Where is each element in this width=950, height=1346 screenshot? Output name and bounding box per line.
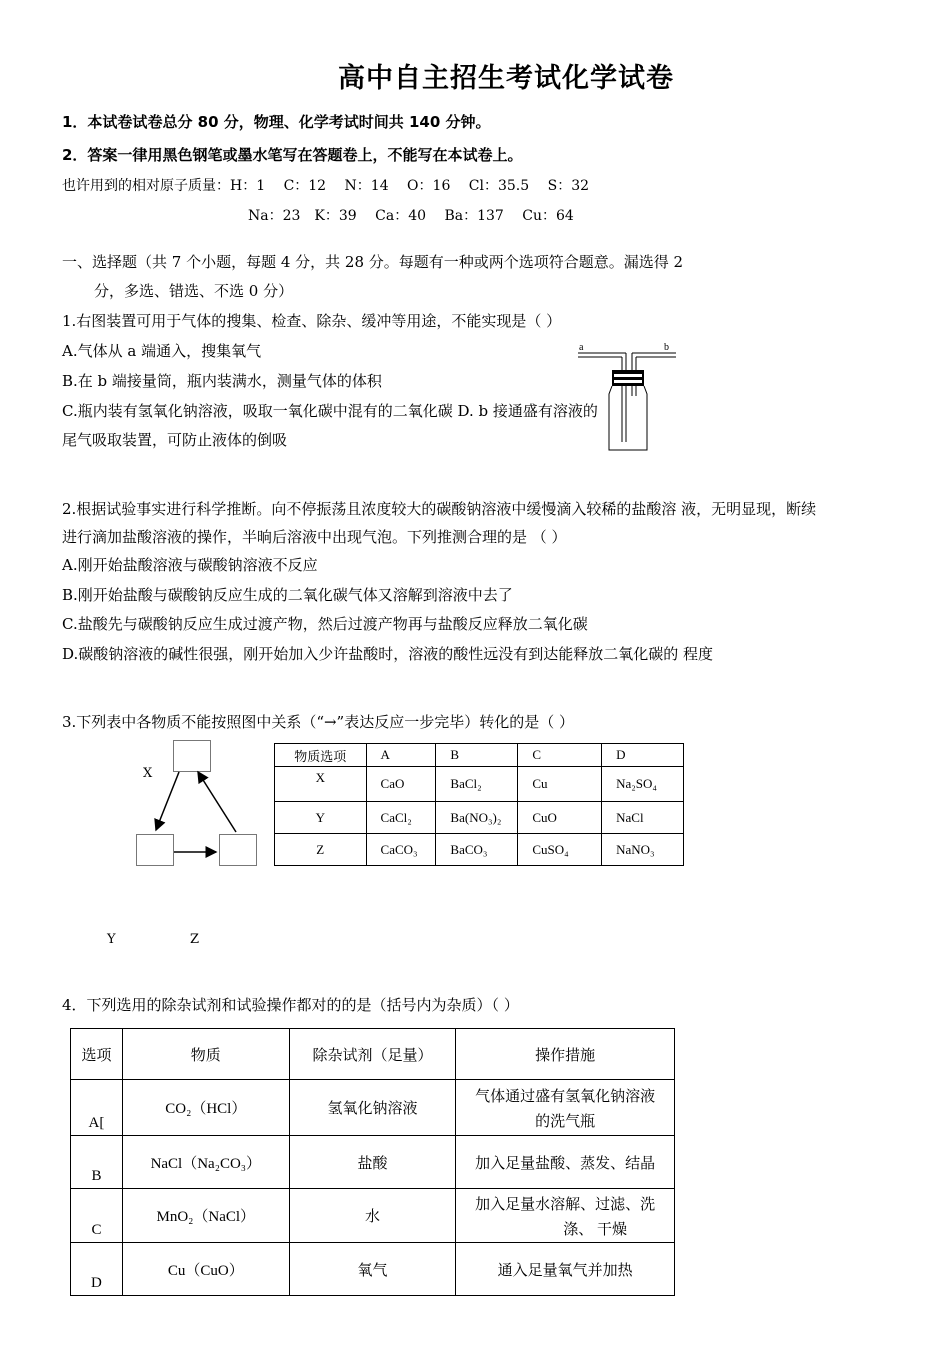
table-cell: Na₂SO₄	[602, 767, 684, 802]
table-row	[71, 1080, 675, 1136]
table-cell: CuO	[518, 802, 602, 834]
operation-line-2: 涤、 干燥	[563, 1221, 628, 1238]
table-row	[275, 834, 684, 866]
header-cell: 物质选项	[275, 744, 367, 767]
substance-cell: NaCl（Na₂CO₃）	[122, 1136, 289, 1189]
header-cell: 除杂试剂（足量）	[289, 1029, 456, 1080]
operation-cell	[456, 1080, 675, 1136]
table-cell: CaO	[366, 767, 436, 802]
reagent-cell: 氧气	[289, 1243, 456, 1296]
q1-stem: 1.右图装置可用于气体的搜集、检查、除杂、缓冲等用途，不能实现是（ ）	[62, 312, 562, 330]
operation-cell: 通入足量氧气并加热	[456, 1243, 675, 1296]
q4-table	[70, 1028, 675, 1296]
diagram-label-z: Z	[190, 932, 200, 947]
header-cell: B	[436, 744, 518, 767]
q1-option-c-cont: 尾气吸取装置，可防止液体的倒吸	[62, 431, 288, 449]
section-heading-line-2: 分，多选、错选、不选 0 分）	[94, 282, 294, 300]
q2-option-c: C.盐酸先与碳酸钠反应生成过渡产物，然后过渡产物再与盐酸反应释放二氧化碳	[62, 615, 588, 633]
diagram-label-y: Y	[107, 932, 116, 947]
table-row	[71, 1189, 675, 1243]
operation-line-1: 气体通过盛有氢氧化钠溶液	[475, 1088, 656, 1105]
q1-option-a: A.气体从 a 端通入，搜集氧气	[62, 342, 262, 360]
label-b: b	[664, 342, 669, 353]
q1-option-b: B.在 b 端接量筒，瓶内装满水，测量气体的体积	[62, 372, 382, 390]
table-cell: NaNO₃	[602, 834, 684, 866]
reagent-cell: 盐酸	[289, 1136, 456, 1189]
substance-cell: Cu（CuO）	[122, 1243, 289, 1296]
operation-line-2: 的洗气瓶	[535, 1113, 596, 1130]
q3-table	[274, 743, 684, 866]
transformation-arrows	[130, 735, 270, 875]
diagram-label-x: X	[143, 766, 153, 781]
substance-cell: MnO₂（NaCl）	[122, 1189, 289, 1243]
substance-cell: CO₂（HCl）	[122, 1080, 289, 1136]
header-cell: 选项	[71, 1029, 123, 1080]
header-cell: 物质	[122, 1029, 289, 1080]
table-cell: CuSO₄	[518, 834, 602, 866]
note-2: 2．答案一律用黑色钢笔或墨水笔写在答题卷上，不能写在本试卷上。	[62, 146, 523, 164]
gas-bottle-diagram	[576, 338, 686, 454]
table-cell: BaCl₂	[436, 767, 518, 802]
q2-stem-2: 进行滴加盐酸溶液的操作，半晌后溶液中出现气泡。下列推测合理的是 （ ）	[62, 528, 567, 546]
table-cell: CaCl₂	[366, 802, 436, 834]
section-heading-line-1: 一、选择题（共 7 个小题，每题 4 分，共 28 分。每题有一种或两个选项符合题意。漏选得 2	[62, 253, 684, 271]
table-row	[71, 1243, 675, 1296]
header-cell: C	[518, 744, 602, 767]
table-cell: Ba(NO₃)₂	[436, 802, 518, 834]
table-row	[71, 1136, 675, 1189]
option-cell: A[	[71, 1080, 123, 1136]
operation-line-1: 加入足量水溶解、过滤、洗	[475, 1196, 656, 1213]
row-label: Z	[275, 834, 367, 866]
q2-option-a: A.刚开始盐酸溶液与碳酸钠溶液不反应	[62, 556, 318, 574]
table-row	[275, 802, 684, 834]
table-cell: BaCO₃	[436, 834, 518, 866]
reagent-cell: 氢氧化钠溶液	[289, 1080, 456, 1136]
label-a: a	[579, 342, 584, 353]
q3-stem: 3.下列表中各物质不能按照图中关系（“→”表达反应一步完毕）转化的是（ ）	[62, 713, 574, 731]
atomic-mass-line-1: 也许用到的相对原子质量：H：1 C：12 N：14 O：16 Cl：35.5 S：32	[62, 178, 590, 194]
page-title: 高中自主招生考试化学试卷	[338, 63, 674, 94]
table-cell: CaCO₃	[366, 834, 436, 866]
header-cell: A	[366, 744, 436, 767]
table-cell: Cu	[518, 767, 602, 802]
q2-option-d: D.碳酸钠溶液的碱性很强，刚开始加入少许盐酸时，溶液的酸性远没有到达能释放二氧化碳的 程度	[62, 645, 714, 663]
row-label: X	[275, 767, 367, 802]
table-header-row	[275, 744, 684, 767]
header-cell: 操作措施	[456, 1029, 675, 1080]
row-label: Y	[275, 802, 367, 834]
option-cell: B	[71, 1136, 123, 1189]
operation-cell	[456, 1189, 675, 1243]
header-cell: D	[602, 744, 684, 767]
table-cell: NaCl	[602, 802, 684, 834]
q1-option-c: C.瓶内装有氢氧化钠溶液，吸取一氧化碳中混有的二氧化碳 D. b 接通盛有溶液的	[62, 402, 598, 420]
table-row	[275, 767, 684, 802]
atomic-mass-line-2: Na：23 K：39 Ca：40 Ba：137 Cu：64	[248, 208, 574, 224]
table-header-row	[71, 1029, 675, 1080]
note-1: 1．本试卷试卷总分 80 分，物理、化学考试时间共 140 分钟。	[62, 113, 491, 131]
q2-option-b: B.刚开始盐酸与碳酸钠反应生成的二氧化碳气体又溶解到溶液中去了	[62, 586, 513, 604]
q2-stem-1: 2.根据试验事实进行科学推断。向不停振荡且浓度较大的碳酸钠溶液中缓慢滴入较稀的盐酸溶 液，无明显现，断续	[62, 500, 817, 518]
option-cell: D	[71, 1243, 123, 1296]
option-cell: C	[71, 1189, 123, 1243]
q4-stem: 4．下列选用的除杂试剂和试验操作都对的的是（括号内为杂质）（ ）	[62, 996, 519, 1014]
operation-cell: 加入足量盐酸、蒸发、结晶	[456, 1136, 675, 1189]
reagent-cell: 水	[289, 1189, 456, 1243]
